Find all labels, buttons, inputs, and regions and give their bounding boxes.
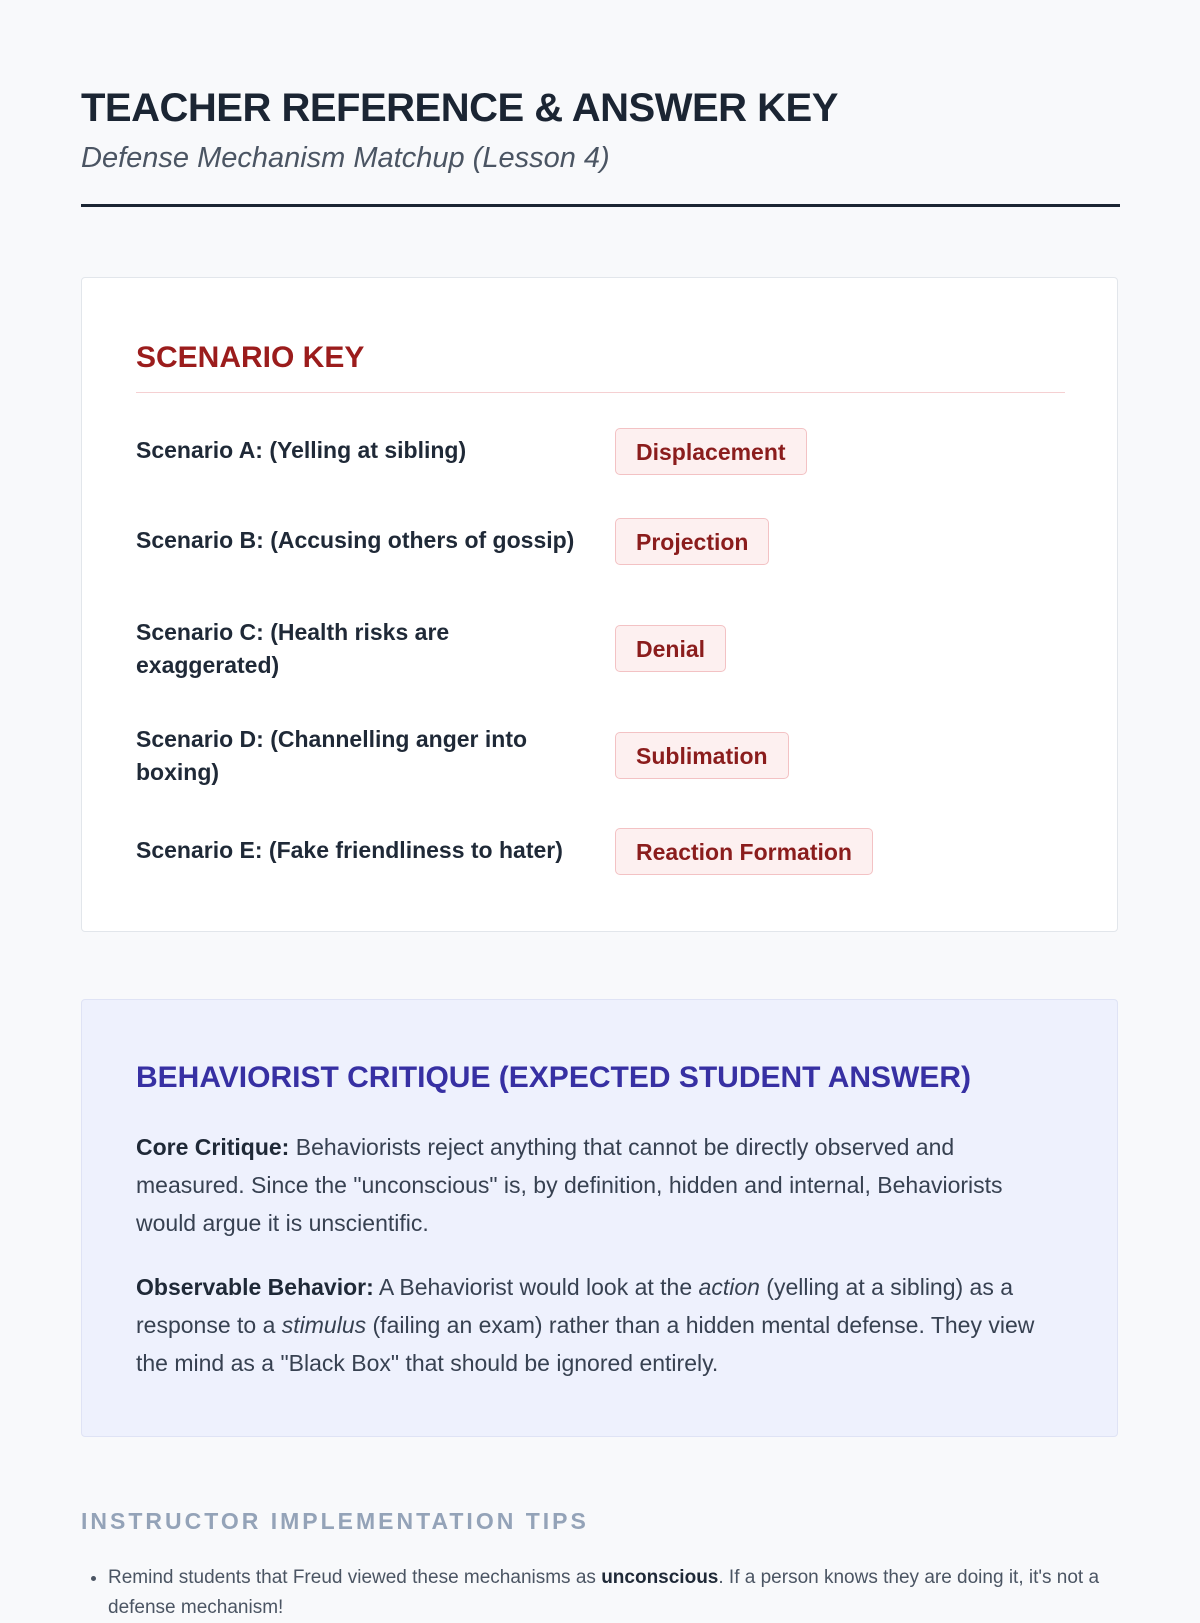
tip-text: . If a person knows they are doing it, it's not a defense mechanism! [108,1567,1100,1618]
scenario-label: Scenario B: (Accusing others of gossip) [136,527,575,553]
answer-badge: Sublimation [615,732,789,779]
scenario-key-divider [136,392,1065,393]
core-critique-label: Core Critique: [136,1134,290,1160]
scenario-label: Scenario D: (Channelling anger into boxing) [136,726,528,785]
scenario-label: Scenario E: (Fake friendliness to hater) [136,837,563,863]
observable-behavior-paragraph [136,1268,1066,1382]
page-title: TEACHER REFERENCE & ANSWER KEY [81,86,838,130]
scenario-key-heading: SCENARIO KEY [136,341,365,374]
behaviorist-critique-card [81,999,1118,1437]
page-header [81,0,1120,207]
tips-list [81,1563,1138,1623]
observable-text: A Behaviorist would look at the [373,1274,699,1300]
observable-text: (yelling at a sibling) as a response to a [136,1274,1014,1338]
page-subtitle: Defense Mechanism Matchup (Lesson 4) [81,142,610,174]
answer-key-page [81,0,1120,1618]
answer-badge: Projection [615,518,769,565]
tip-emphasis: unconscious [601,1567,719,1588]
scenario-label: Scenario C: (Health risks are exaggerated) [136,619,450,678]
observable-text: (failing an exam) rather than a hidden mental defense. They view the mind as a "Black Box" that should be ignored entirely. [136,1312,1035,1376]
observable-behavior-label: Observable Behavior: [136,1274,374,1300]
answer-badge: Displacement [615,428,807,475]
core-critique-text: Behaviorists reject anything that cannot be directly observed and measured. Since the "unconscious" is, by definition, hidden and internal, Behaviorists would argue it is unscientific. [136,1134,1003,1236]
answer-badge: Reaction Formation [615,828,873,875]
header-divider [81,204,1120,207]
list-item [108,1563,1138,1623]
critique-heading: BEHAVIORIST CRITIQUE (EXPECTED STUDENT ANSWER) [136,1061,972,1094]
observable-emphasis: action [698,1274,760,1300]
scenario-label: Scenario A: (Yelling at sibling) [136,437,467,463]
tips-heading: INSTRUCTOR IMPLEMENTATION TIPS [81,1508,589,1534]
tip-text: Remind students that Freud viewed these mechanisms as [108,1567,602,1588]
core-critique-paragraph [136,1128,1066,1242]
scenario-key-card [81,277,1118,932]
observable-emphasis: stimulus [281,1312,367,1338]
answer-badge: Denial [615,625,726,672]
